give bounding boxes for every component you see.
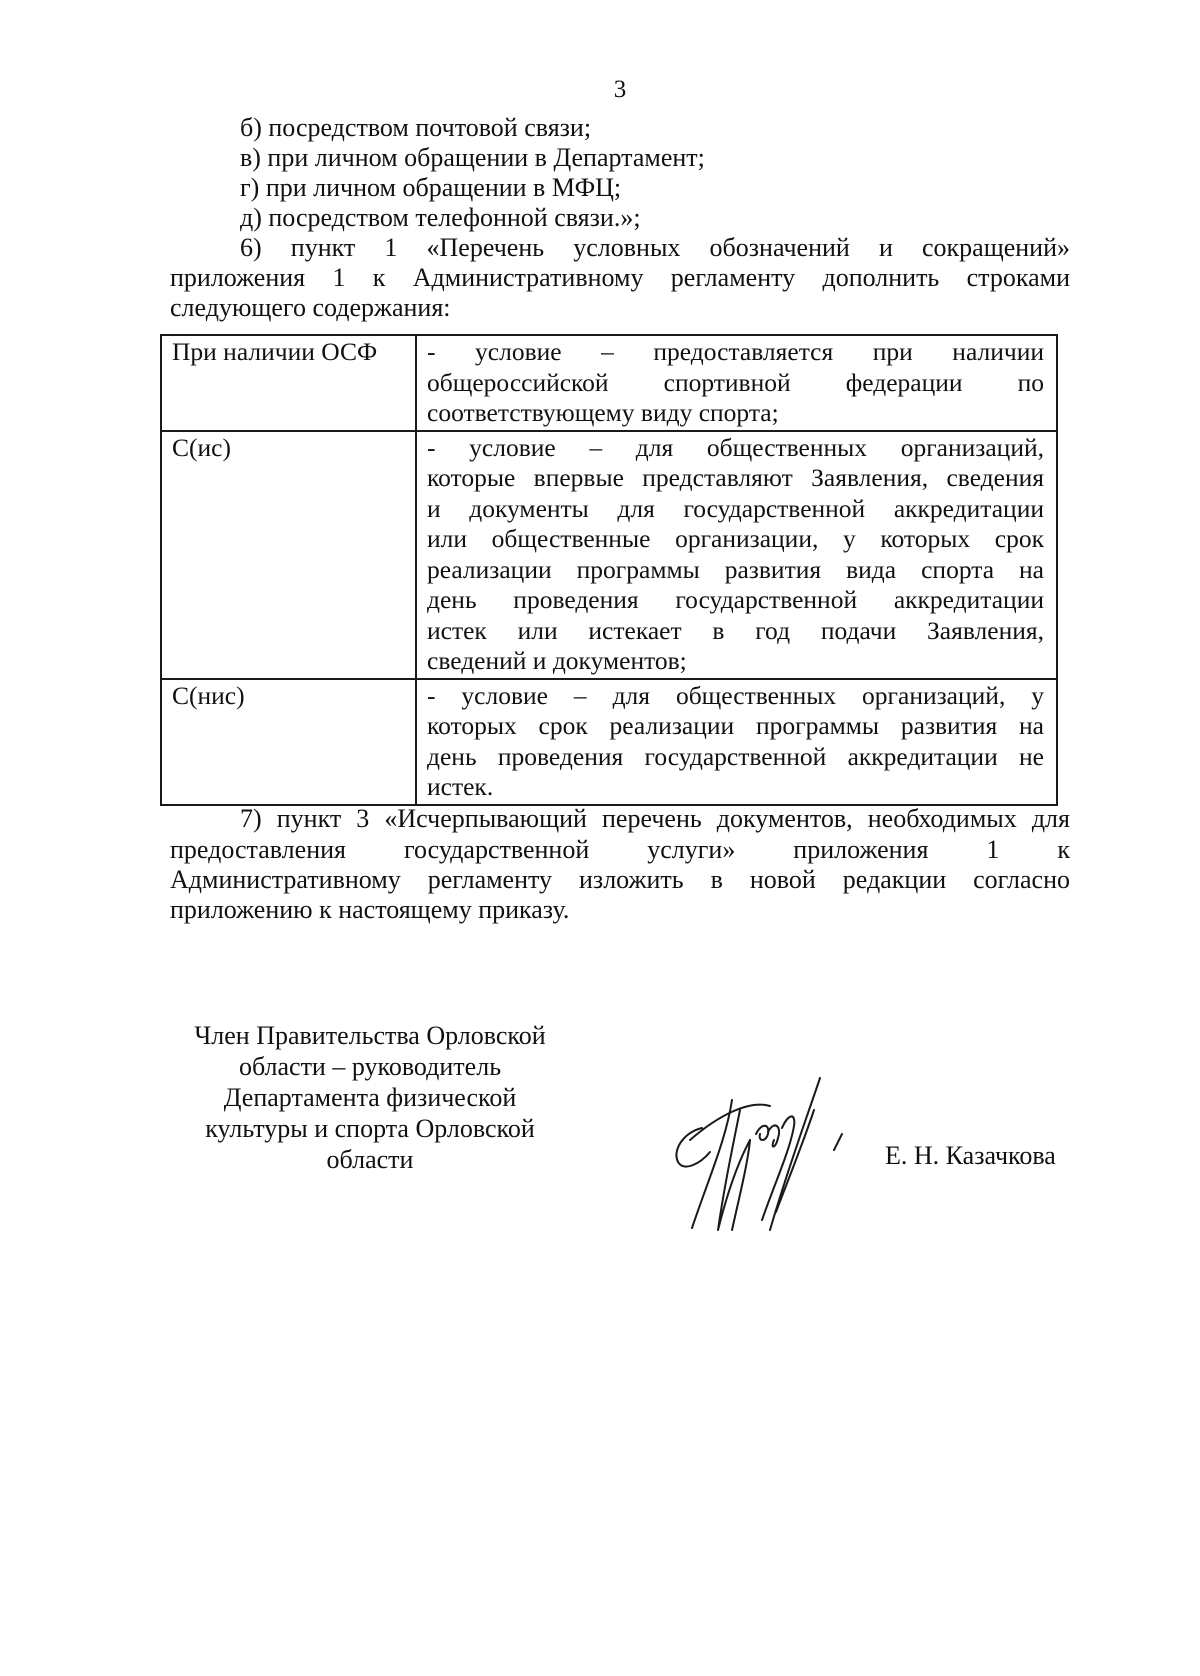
description-line: истек. [427,772,494,801]
description-line: которые впервые представляют Заявления, сведения [427,463,1044,492]
table-term-cell: При наличии ОСФ [161,335,416,431]
item6-line-2: приложения 1 к Административному регламенту дополнить строками [170,263,1070,292]
abbreviations-table [160,334,1058,806]
item7-line-2: предоставления государственной услуги» приложения 1 к [170,835,1070,864]
description-line: реализации программы развития вида спорта на [427,554,1044,584]
description-line: истек или истекает в год подачи Заявления, [427,615,1044,645]
table-term-cell: С(нис) [161,679,416,805]
table-description-cell [416,431,1057,679]
page-number: 3 [613,76,627,103]
signer-title-line: культуры и спорта Орловской [205,1114,535,1143]
signer-title-line: Департамента физической [223,1083,517,1112]
item7-line-4: приложению к настоящему приказу. [170,895,570,924]
description-line: - условие – для общественных организаций, у [427,680,1044,710]
description-line: которых срок реализации программы развития на [427,711,1044,740]
signer-title [180,1020,560,1175]
description-line: общероссийской спортивной федерации по [427,367,1044,397]
table-row [161,679,1057,805]
item6-line-3: следующего содержания: [170,293,451,322]
description-line: сведений и документов; [427,646,687,675]
table-row [161,335,1057,431]
item6-line-1: 6) пункт 1 «Перечень условных обозначений и сокращений» [240,233,1070,262]
table-description-cell [416,679,1057,805]
item7-line-3: Административному регламенту изложить в новой редакции согласно [170,865,1070,894]
list-item-b: б) посредством почтовой связи; [240,113,592,142]
item7-line-1: 7) пункт 3 «Исчерпывающий перечень документов, необходимых для [240,804,1070,833]
description-line: - условие – предоставляется при наличии [427,337,1044,366]
signer-title-line: области [326,1145,414,1174]
description-line: день проведения государственной аккредитации [427,585,1044,614]
table-row [161,431,1057,679]
description-line: или общественные организации, у которых срок [427,524,1044,553]
signer-name: Е. Н. Казачкова [885,1141,1056,1170]
list-item-d: д) посредством телефонной связи.»; [240,203,641,232]
signer-title-line: Член Правительства Орловской [194,1021,546,1050]
list-item-g: г) при личном обращении в МФЦ; [240,173,622,202]
description-line: день проведения государственной аккредитации не [427,741,1044,771]
table-term-cell: С(ис) [161,431,416,679]
signer-title-line: области – руководитель [238,1052,502,1081]
description-line: и документы для государственной аккредитации [427,493,1044,523]
description-line: соответствующему виду спорта; [427,398,779,427]
description-line: - условие – для общественных организаций, [427,432,1044,462]
table-description-cell [416,335,1057,431]
handwritten-signature [670,1070,860,1240]
list-item-v: в) при личном обращении в Департамент; [240,143,705,172]
